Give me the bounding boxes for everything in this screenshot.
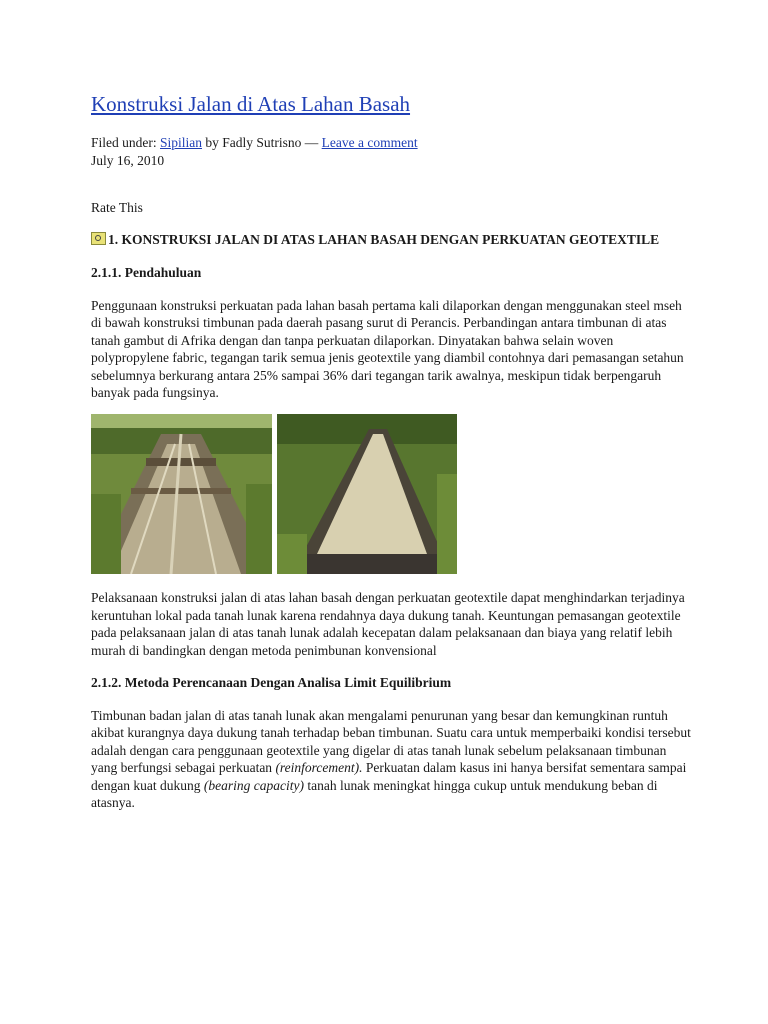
reinforcement-term: (reinforcement). [275,760,363,776]
author-text: by Fadly Sutrisno — [202,135,322,150]
subsection-heading-metoda: 2.1.2. Metoda Perencanaan Dengan Analisa Limit Equilibrium [91,675,452,691]
post-date: July 16, 2010 [91,153,165,168]
filed-under-label: Filed under: [91,135,160,150]
section-number: 1. [108,232,119,247]
rate-this-label: Rate This [91,200,143,215]
paragraph-metoda-text-c: tanah lunak meningkat hingga cukup untuk mendukung beban di atasnya. [91,777,658,811]
paragraph-metoda-text-a: Timbunan badan jalan di atas tanah lunak akan mengalami penurunan yang besar dan kemungkinan runtuh akibat kurangnya daya dukung tanah terhadap beban timbunan. Suatu cara untuk memperbaiki kondisi tersebut adalah dengan cara penggunaan geotextile yang digelar di atas tanah lunak sebelum pelaksanaan timbunan yang berfungsi sebagai perkuatan [91,708,691,776]
image-placeholder-icon [91,232,106,245]
post-meta [91,134,691,170]
section-title: KONSTRUKSI JALAN DI ATAS LAHAN BASAH DENGAN PERKUATAN GEOTEXTILE [118,232,660,247]
subsection-heading-pendahuluan: 2.1.1. Pendahuluan [91,265,202,280]
leave-comment-link[interactable]: Leave a comment [321,135,418,150]
section-heading [91,230,691,249]
paragraph-pendahuluan: Penggunaan konstruksi perkuatan pada lahan basah pertama kali dilaporkan dengan menggunakan steel mseh di bawah konstruksi timbunan pada daerah pasang surut di Perancis. Perbandingan antara timbunan di atas tanah gambut di Afrika dengan dan tanpa perkuatan dilaporkan. Dinyatakan bahwa selain woven polypropylene fabric, tegangan tarik semua jenis geotextile yang diambil contohnya dari pemasangan setahun sebelumnya berkurang antara 25% sampai 36% dari tegangan tarik awalnya, meskipun tidak berpengaruh banyak pada fungsinya. [91,298,684,401]
road-photo-left [91,414,272,574]
paragraph-metoda-text-b: Perkuatan dalam kasus ini hanya bersifat sementara sampai dengan kuat dukung [91,760,687,793]
paragraph-pelaksanaan: Pelaksanaan konstruksi jalan di atas lahan basah dengan perkuatan geotextile dapat menghindarkan terjadinya keruntuhan lokal pada tanah lunak karena rendahnya daya dukung tanah. Keuntungan pemasangan geotextile pada pelaksanaan jalan di atas tanah lunak adalah kecepatan dalam pelaksanaan dan biaya yang relatif lebih murah di bandingkan dengan metoda penimbunan konvensional [91,590,685,658]
bearing-capacity-term: (bearing capacity) [203,777,304,793]
post-title[interactable]: Konstruksi Jalan di Atas Lahan Basah [91,92,411,116]
category-link[interactable]: Sipilian [160,135,203,150]
road-photo-right [277,414,457,574]
paragraph-metoda [91,707,691,811]
post-content [91,88,691,812]
photo-gallery [91,414,691,574]
